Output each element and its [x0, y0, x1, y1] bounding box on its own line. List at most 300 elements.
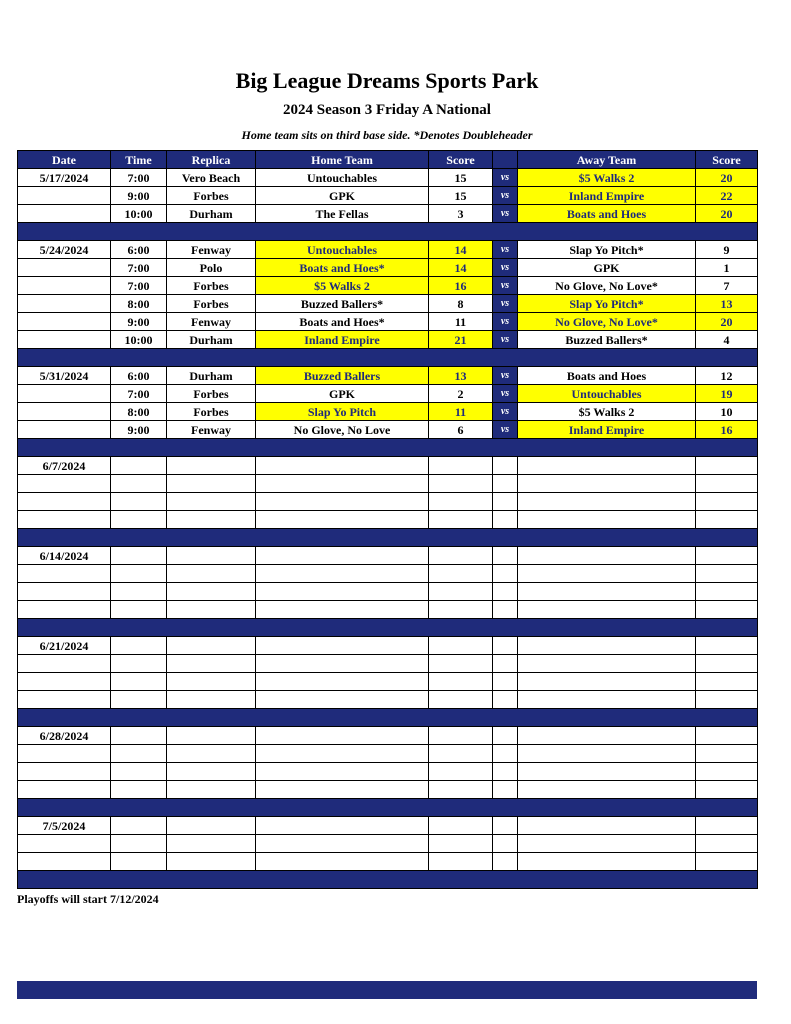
home-team-cell [256, 817, 429, 835]
vs-cell: vs [493, 187, 518, 205]
replica-cell [167, 673, 256, 691]
home-team-cell [256, 601, 429, 619]
home-score-cell [429, 457, 493, 475]
col-header-away-score: Score [696, 151, 758, 169]
home-score-cell [429, 565, 493, 583]
time-cell: 6:00 [111, 367, 167, 385]
home-team-cell: $5 Walks 2 [256, 277, 429, 295]
away-team-cell [518, 583, 696, 601]
empty-row [18, 637, 758, 655]
home-score-cell: 15 [429, 169, 493, 187]
date-cell: 6/21/2024 [18, 637, 111, 655]
away-score-cell [696, 817, 758, 835]
vs-cell [493, 457, 518, 475]
col-header-time: Time [111, 151, 167, 169]
away-score-cell: 22 [696, 187, 758, 205]
home-score-cell [429, 511, 493, 529]
away-score-cell [696, 781, 758, 799]
away-score-cell: 20 [696, 313, 758, 331]
replica-cell [167, 601, 256, 619]
home-team-cell: Buzzed Ballers [256, 367, 429, 385]
date-cell [18, 385, 111, 403]
home-team-cell [256, 637, 429, 655]
vs-cell [493, 691, 518, 709]
home-team-cell: Slap Yo Pitch [256, 403, 429, 421]
empty-row [18, 475, 758, 493]
home-score-cell [429, 583, 493, 601]
col-header-date: Date [18, 151, 111, 169]
schedule-table [17, 150, 758, 889]
time-cell [111, 655, 167, 673]
separator-row [18, 349, 758, 367]
home-score-cell [429, 817, 493, 835]
replica-cell [167, 691, 256, 709]
date-cell [18, 295, 111, 313]
time-cell [111, 673, 167, 691]
vs-cell [493, 511, 518, 529]
date-cell [18, 781, 111, 799]
replica-cell [167, 547, 256, 565]
vs-cell [493, 853, 518, 871]
home-team-cell [256, 511, 429, 529]
time-cell: 7:00 [111, 277, 167, 295]
vs-cell [493, 835, 518, 853]
replica-cell: Forbes [167, 385, 256, 403]
home-score-cell [429, 763, 493, 781]
time-cell: 8:00 [111, 403, 167, 421]
separator-row [18, 871, 758, 889]
away-team-cell [518, 817, 696, 835]
game-row [18, 241, 758, 259]
date-cell [18, 331, 111, 349]
home-score-cell: 11 [429, 313, 493, 331]
empty-row [18, 655, 758, 673]
empty-row [18, 583, 758, 601]
vs-cell: vs [493, 205, 518, 223]
vs-cell [493, 637, 518, 655]
time-cell [111, 727, 167, 745]
replica-cell [167, 565, 256, 583]
home-team-cell: Boats and Hoes* [256, 313, 429, 331]
bottom-navy-bar [17, 981, 757, 999]
separator-band [18, 349, 758, 367]
separator-row [18, 439, 758, 457]
empty-row [18, 673, 758, 691]
home-score-cell: 16 [429, 277, 493, 295]
home-team-cell [256, 565, 429, 583]
separator-band [18, 871, 758, 889]
home-score-cell: 6 [429, 421, 493, 439]
time-cell [111, 457, 167, 475]
away-score-cell: 20 [696, 169, 758, 187]
game-row [18, 259, 758, 277]
away-score-cell [696, 673, 758, 691]
date-cell [18, 187, 111, 205]
vs-cell [493, 817, 518, 835]
away-team-cell [518, 601, 696, 619]
away-team-cell [518, 511, 696, 529]
replica-cell: Forbes [167, 295, 256, 313]
away-score-cell [696, 475, 758, 493]
empty-row [18, 853, 758, 871]
game-row [18, 205, 758, 223]
date-cell [18, 565, 111, 583]
away-score-cell: 13 [696, 295, 758, 313]
away-team-cell [518, 781, 696, 799]
time-cell [111, 493, 167, 511]
away-team-cell [518, 853, 696, 871]
replica-cell [167, 835, 256, 853]
away-score-cell [696, 835, 758, 853]
away-score-cell [696, 637, 758, 655]
date-cell [18, 853, 111, 871]
home-team-cell [256, 691, 429, 709]
away-score-cell [696, 727, 758, 745]
game-row [18, 313, 758, 331]
empty-row [18, 817, 758, 835]
away-score-cell [696, 457, 758, 475]
home-team-cell: Untouchables [256, 169, 429, 187]
replica-cell [167, 475, 256, 493]
vs-cell: vs [493, 367, 518, 385]
replica-cell [167, 583, 256, 601]
away-team-cell [518, 835, 696, 853]
away-team-cell [518, 475, 696, 493]
vs-cell [493, 727, 518, 745]
date-cell [18, 475, 111, 493]
vs-cell: vs [493, 331, 518, 349]
time-cell [111, 781, 167, 799]
replica-cell [167, 781, 256, 799]
home-score-cell [429, 691, 493, 709]
away-score-cell [696, 583, 758, 601]
vs-cell [493, 781, 518, 799]
page-title: Big League Dreams Sports Park [235, 68, 539, 93]
vs-cell: vs [493, 277, 518, 295]
empty-row [18, 745, 758, 763]
header-row [18, 151, 758, 169]
away-team-cell [518, 637, 696, 655]
home-score-cell [429, 745, 493, 763]
time-cell [111, 511, 167, 529]
replica-cell: Durham [167, 367, 256, 385]
time-cell [111, 691, 167, 709]
vs-cell: vs [493, 403, 518, 421]
game-row [18, 421, 758, 439]
home-score-cell [429, 835, 493, 853]
home-score-cell [429, 601, 493, 619]
away-team-cell [518, 457, 696, 475]
game-row [18, 295, 758, 313]
home-team-cell [256, 763, 429, 781]
home-score-cell [429, 493, 493, 511]
home-score-cell [429, 637, 493, 655]
date-cell [18, 259, 111, 277]
time-cell: 7:00 [111, 169, 167, 187]
away-score-cell [696, 511, 758, 529]
empty-row [18, 763, 758, 781]
separator-row [18, 529, 758, 547]
col-header-replica: Replica [167, 151, 256, 169]
home-team-cell [256, 457, 429, 475]
time-cell: 10:00 [111, 205, 167, 223]
home-team-cell: GPK [256, 385, 429, 403]
page-subtitle: 2024 Season 3 Friday A National [283, 102, 491, 118]
home-score-cell: 14 [429, 241, 493, 259]
away-team-cell: No Glove, No Love* [518, 313, 696, 331]
away-team-cell: $5 Walks 2 [518, 403, 696, 421]
home-score-cell [429, 853, 493, 871]
time-cell [111, 763, 167, 781]
date-cell: 5/31/2024 [18, 367, 111, 385]
away-score-cell [696, 601, 758, 619]
date-cell [18, 277, 111, 295]
vs-cell: vs [493, 295, 518, 313]
away-score-cell: 10 [696, 403, 758, 421]
time-cell: 9:00 [111, 313, 167, 331]
separator-band [18, 619, 758, 637]
date-cell: 6/28/2024 [18, 727, 111, 745]
replica-cell: Forbes [167, 403, 256, 421]
time-cell [111, 601, 167, 619]
heading-block [17, 68, 757, 143]
date-cell [18, 601, 111, 619]
replica-cell [167, 853, 256, 871]
separator-band [18, 223, 758, 241]
vs-cell: vs [493, 385, 518, 403]
separator-row [18, 223, 758, 241]
home-score-cell [429, 673, 493, 691]
home-team-cell [256, 781, 429, 799]
vs-cell [493, 601, 518, 619]
vs-cell [493, 493, 518, 511]
game-row [18, 367, 758, 385]
home-score-cell [429, 655, 493, 673]
away-score-cell: 7 [696, 277, 758, 295]
home-team-cell: Buzzed Ballers* [256, 295, 429, 313]
away-score-cell [696, 691, 758, 709]
away-team-cell: $5 Walks 2 [518, 169, 696, 187]
time-cell: 9:00 [111, 187, 167, 205]
away-score-cell: 19 [696, 385, 758, 403]
away-score-cell: 12 [696, 367, 758, 385]
home-team-note: Home team sits on third base side. *Denotes Doubleheader [241, 128, 533, 142]
time-cell: 6:00 [111, 241, 167, 259]
time-cell: 7:00 [111, 385, 167, 403]
empty-row [18, 547, 758, 565]
col-header-away-team: Away Team [518, 151, 696, 169]
game-row [18, 169, 758, 187]
vs-cell [493, 565, 518, 583]
date-cell [18, 691, 111, 709]
away-team-cell: GPK [518, 259, 696, 277]
home-team-cell [256, 835, 429, 853]
date-cell [18, 403, 111, 421]
empty-row [18, 457, 758, 475]
game-row [18, 331, 758, 349]
date-cell [18, 421, 111, 439]
replica-cell: Vero Beach [167, 169, 256, 187]
away-team-cell [518, 673, 696, 691]
date-cell [18, 745, 111, 763]
col-header-home-score: Score [429, 151, 493, 169]
playoffs-note: Playoffs will start 7/12/2024 [17, 892, 159, 906]
away-team-cell: Slap Yo Pitch* [518, 241, 696, 259]
date-cell: 7/5/2024 [18, 817, 111, 835]
empty-row [18, 601, 758, 619]
away-score-cell [696, 493, 758, 511]
vs-cell: vs [493, 313, 518, 331]
date-cell [18, 583, 111, 601]
replica-cell: Forbes [167, 187, 256, 205]
home-team-cell: Inland Empire [256, 331, 429, 349]
home-team-cell: The Fellas [256, 205, 429, 223]
time-cell [111, 547, 167, 565]
away-score-cell: 16 [696, 421, 758, 439]
game-row [18, 277, 758, 295]
vs-cell: vs [493, 421, 518, 439]
home-team-cell: Boats and Hoes* [256, 259, 429, 277]
away-team-cell [518, 763, 696, 781]
home-team-cell: No Glove, No Love [256, 421, 429, 439]
time-cell [111, 853, 167, 871]
separator-band [18, 529, 758, 547]
empty-row [18, 691, 758, 709]
separator-row [18, 619, 758, 637]
home-team-cell [256, 475, 429, 493]
date-cell [18, 511, 111, 529]
away-team-cell: Boats and Hoes [518, 205, 696, 223]
separator-band [18, 799, 758, 817]
away-score-cell [696, 547, 758, 565]
away-score-cell [696, 745, 758, 763]
away-team-cell: Slap Yo Pitch* [518, 295, 696, 313]
replica-cell [167, 493, 256, 511]
replica-cell: Forbes [167, 277, 256, 295]
time-cell [111, 565, 167, 583]
home-team-cell [256, 547, 429, 565]
empty-row [18, 835, 758, 853]
time-cell [111, 475, 167, 493]
replica-cell [167, 763, 256, 781]
game-row [18, 403, 758, 421]
time-cell: 8:00 [111, 295, 167, 313]
home-team-cell: Untouchables [256, 241, 429, 259]
date-cell: 6/14/2024 [18, 547, 111, 565]
home-team-cell [256, 673, 429, 691]
replica-cell: Fenway [167, 313, 256, 331]
vs-cell [493, 673, 518, 691]
home-team-cell [256, 655, 429, 673]
away-team-cell [518, 691, 696, 709]
replica-cell: Polo [167, 259, 256, 277]
away-score-cell [696, 853, 758, 871]
away-team-cell: Buzzed Ballers* [518, 331, 696, 349]
vs-cell [493, 475, 518, 493]
vs-cell: vs [493, 169, 518, 187]
home-team-cell: GPK [256, 187, 429, 205]
time-cell [111, 583, 167, 601]
away-score-cell [696, 565, 758, 583]
time-cell [111, 745, 167, 763]
time-cell [111, 637, 167, 655]
time-cell [111, 817, 167, 835]
replica-cell [167, 727, 256, 745]
away-score-cell: 9 [696, 241, 758, 259]
empty-row [18, 781, 758, 799]
time-cell: 10:00 [111, 331, 167, 349]
replica-cell [167, 511, 256, 529]
date-cell: 6/7/2024 [18, 457, 111, 475]
away-team-cell [518, 565, 696, 583]
replica-cell [167, 745, 256, 763]
home-score-cell: 15 [429, 187, 493, 205]
empty-row [18, 727, 758, 745]
empty-row [18, 511, 758, 529]
separator-row [18, 799, 758, 817]
date-cell [18, 763, 111, 781]
home-score-cell [429, 727, 493, 745]
away-team-cell: No Glove, No Love* [518, 277, 696, 295]
game-row [18, 187, 758, 205]
separator-band [18, 439, 758, 457]
away-score-cell [696, 655, 758, 673]
vs-cell [493, 763, 518, 781]
home-score-cell: 11 [429, 403, 493, 421]
home-team-cell [256, 727, 429, 745]
away-team-cell: Inland Empire [518, 421, 696, 439]
empty-row [18, 493, 758, 511]
game-row [18, 385, 758, 403]
away-score-cell: 1 [696, 259, 758, 277]
home-score-cell: 2 [429, 385, 493, 403]
home-score-cell: 3 [429, 205, 493, 223]
time-cell [111, 835, 167, 853]
time-cell: 9:00 [111, 421, 167, 439]
replica-cell [167, 637, 256, 655]
replica-cell [167, 817, 256, 835]
away-team-cell: Inland Empire [518, 187, 696, 205]
date-cell: 5/24/2024 [18, 241, 111, 259]
away-score-cell: 4 [696, 331, 758, 349]
date-cell [18, 313, 111, 331]
away-team-cell [518, 493, 696, 511]
home-team-cell [256, 853, 429, 871]
col-header-vs [493, 151, 518, 169]
away-score-cell: 20 [696, 205, 758, 223]
vs-cell [493, 547, 518, 565]
home-score-cell: 8 [429, 295, 493, 313]
away-team-cell: Untouchables [518, 385, 696, 403]
vs-cell [493, 745, 518, 763]
col-header-home-team: Home Team [256, 151, 429, 169]
vs-cell [493, 583, 518, 601]
date-cell: 5/17/2024 [18, 169, 111, 187]
time-cell: 7:00 [111, 259, 167, 277]
away-team-cell [518, 745, 696, 763]
away-team-cell: Boats and Hoes [518, 367, 696, 385]
replica-cell: Durham [167, 205, 256, 223]
away-team-cell [518, 655, 696, 673]
date-cell [18, 493, 111, 511]
home-score-cell [429, 547, 493, 565]
replica-cell [167, 655, 256, 673]
away-team-cell [518, 547, 696, 565]
home-team-cell [256, 745, 429, 763]
away-score-cell [696, 763, 758, 781]
separator-row [18, 709, 758, 727]
home-team-cell [256, 583, 429, 601]
